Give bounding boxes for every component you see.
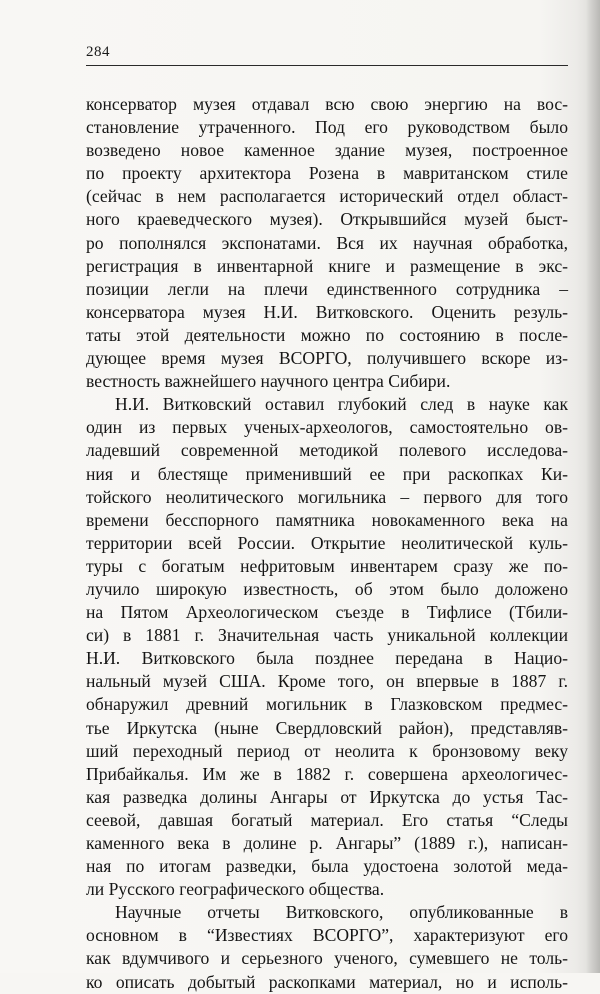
text-line: си) в 1881 г. Значительная часть уникальной коллекции xyxy=(86,625,568,646)
text-line: консерватора музея Н.И. Витковского. Оценить резуль- xyxy=(86,301,568,322)
text-line: территории всей России. Открытие неолитической куль- xyxy=(86,532,568,553)
text-line: как вдумчивого и серьезного ученого, сумевшего не толь- xyxy=(86,948,568,969)
text-line: ная по итогам разведки, была удостоена золотой меда- xyxy=(86,856,568,877)
text-line: таты этой деятельности можно по состоянию в после- xyxy=(86,324,568,345)
text-line: консерватор музея отдавал всю свою энергию на вос- xyxy=(86,94,568,114)
text-line: по проекту архитектора Розена в мавританском стиле xyxy=(86,163,568,184)
text-line: обнаружил древний могильник в Глазковском предмес- xyxy=(86,694,568,715)
page-spine-shadow xyxy=(586,0,600,973)
text-line: вестность важнейшего научного центра Сибири. xyxy=(86,371,451,392)
text-line: становление утраченного. Под его руководством было xyxy=(86,117,568,138)
text-line: кая разведка долины Ангары от Иркутска до устья Тас- xyxy=(86,786,568,807)
text-line: на Пятом Археологическом съезде в Тифлисе (Тбили- xyxy=(86,602,568,623)
text-line: ко описать добытый раскопками материал, но и исполь- xyxy=(86,971,568,992)
text-line: Научные отчеты Витковского, опубликованные в xyxy=(115,902,568,923)
text-line: ший переходный период от неолита к бронзовому веку xyxy=(86,740,568,761)
text-line: основном в “Известиях ВСОРГО”, характеризуют его xyxy=(86,925,568,946)
text-line: нальный музей США. Кроме того, он впервые в 1887 г. xyxy=(86,671,568,692)
paragraph xyxy=(86,901,568,993)
body-text xyxy=(86,93,568,994)
text-line: сеевой, давшая богатый материал. Его статья “Следы xyxy=(86,809,568,830)
text-line: Н.И. Витковский оставил глубокий след в науке как xyxy=(115,394,568,415)
text-line: тойского неолитического могильника – первого для того xyxy=(86,486,568,507)
paragraph xyxy=(86,93,568,393)
text-line: времени бесспорного памятника новокаменного века на xyxy=(86,509,568,530)
text-line: дующее время музея ВСОРГО, получившего вскоре из- xyxy=(86,348,568,369)
text-line: туры с богатым нефритовым инвентарем сразу же по- xyxy=(86,555,568,576)
text-line: ладевший современной методикой полевого исследова- xyxy=(86,440,568,461)
text-line: ро пополнялся экспонатами. Вся их научная обработка, xyxy=(86,232,568,253)
text-line: ли Русского географического общества. xyxy=(86,879,385,900)
text-line: (сейчас в нем располагается исторический отдел област- xyxy=(86,186,568,207)
text-line: возведено новое каменное здание музея, построенное xyxy=(86,140,568,161)
text-line: один из первых ученых-археологов, самостоятельно ов- xyxy=(86,417,568,438)
header-rule xyxy=(86,65,568,66)
text-line: тье Иркутска (ныне Свердловский район), представляв- xyxy=(86,717,568,738)
text-line: позиции легли на плечи единственного сотрудника – xyxy=(86,278,568,299)
text-line: каменного века в долине р. Ангары” (1889 г.), написан- xyxy=(86,833,568,853)
text-line: лучило широкую известность, об этом было доложено xyxy=(86,578,568,599)
page-number: 284 xyxy=(86,44,110,60)
text-line: Прибайкалья. Им же в 1882 г. совершена археологичес- xyxy=(86,763,568,784)
text-line: Н.И. Витковского была позднее передана в Нацио- xyxy=(86,648,568,669)
text-line: ния и блестяще применивший ее при раскопках Ки- xyxy=(86,463,568,484)
text-line: регистрация в инвентарной книге и размещение в экс- xyxy=(86,255,568,276)
paragraph xyxy=(86,393,568,901)
text-line: ного краеведческого музея). Открывшийся музей быст- xyxy=(86,209,568,230)
